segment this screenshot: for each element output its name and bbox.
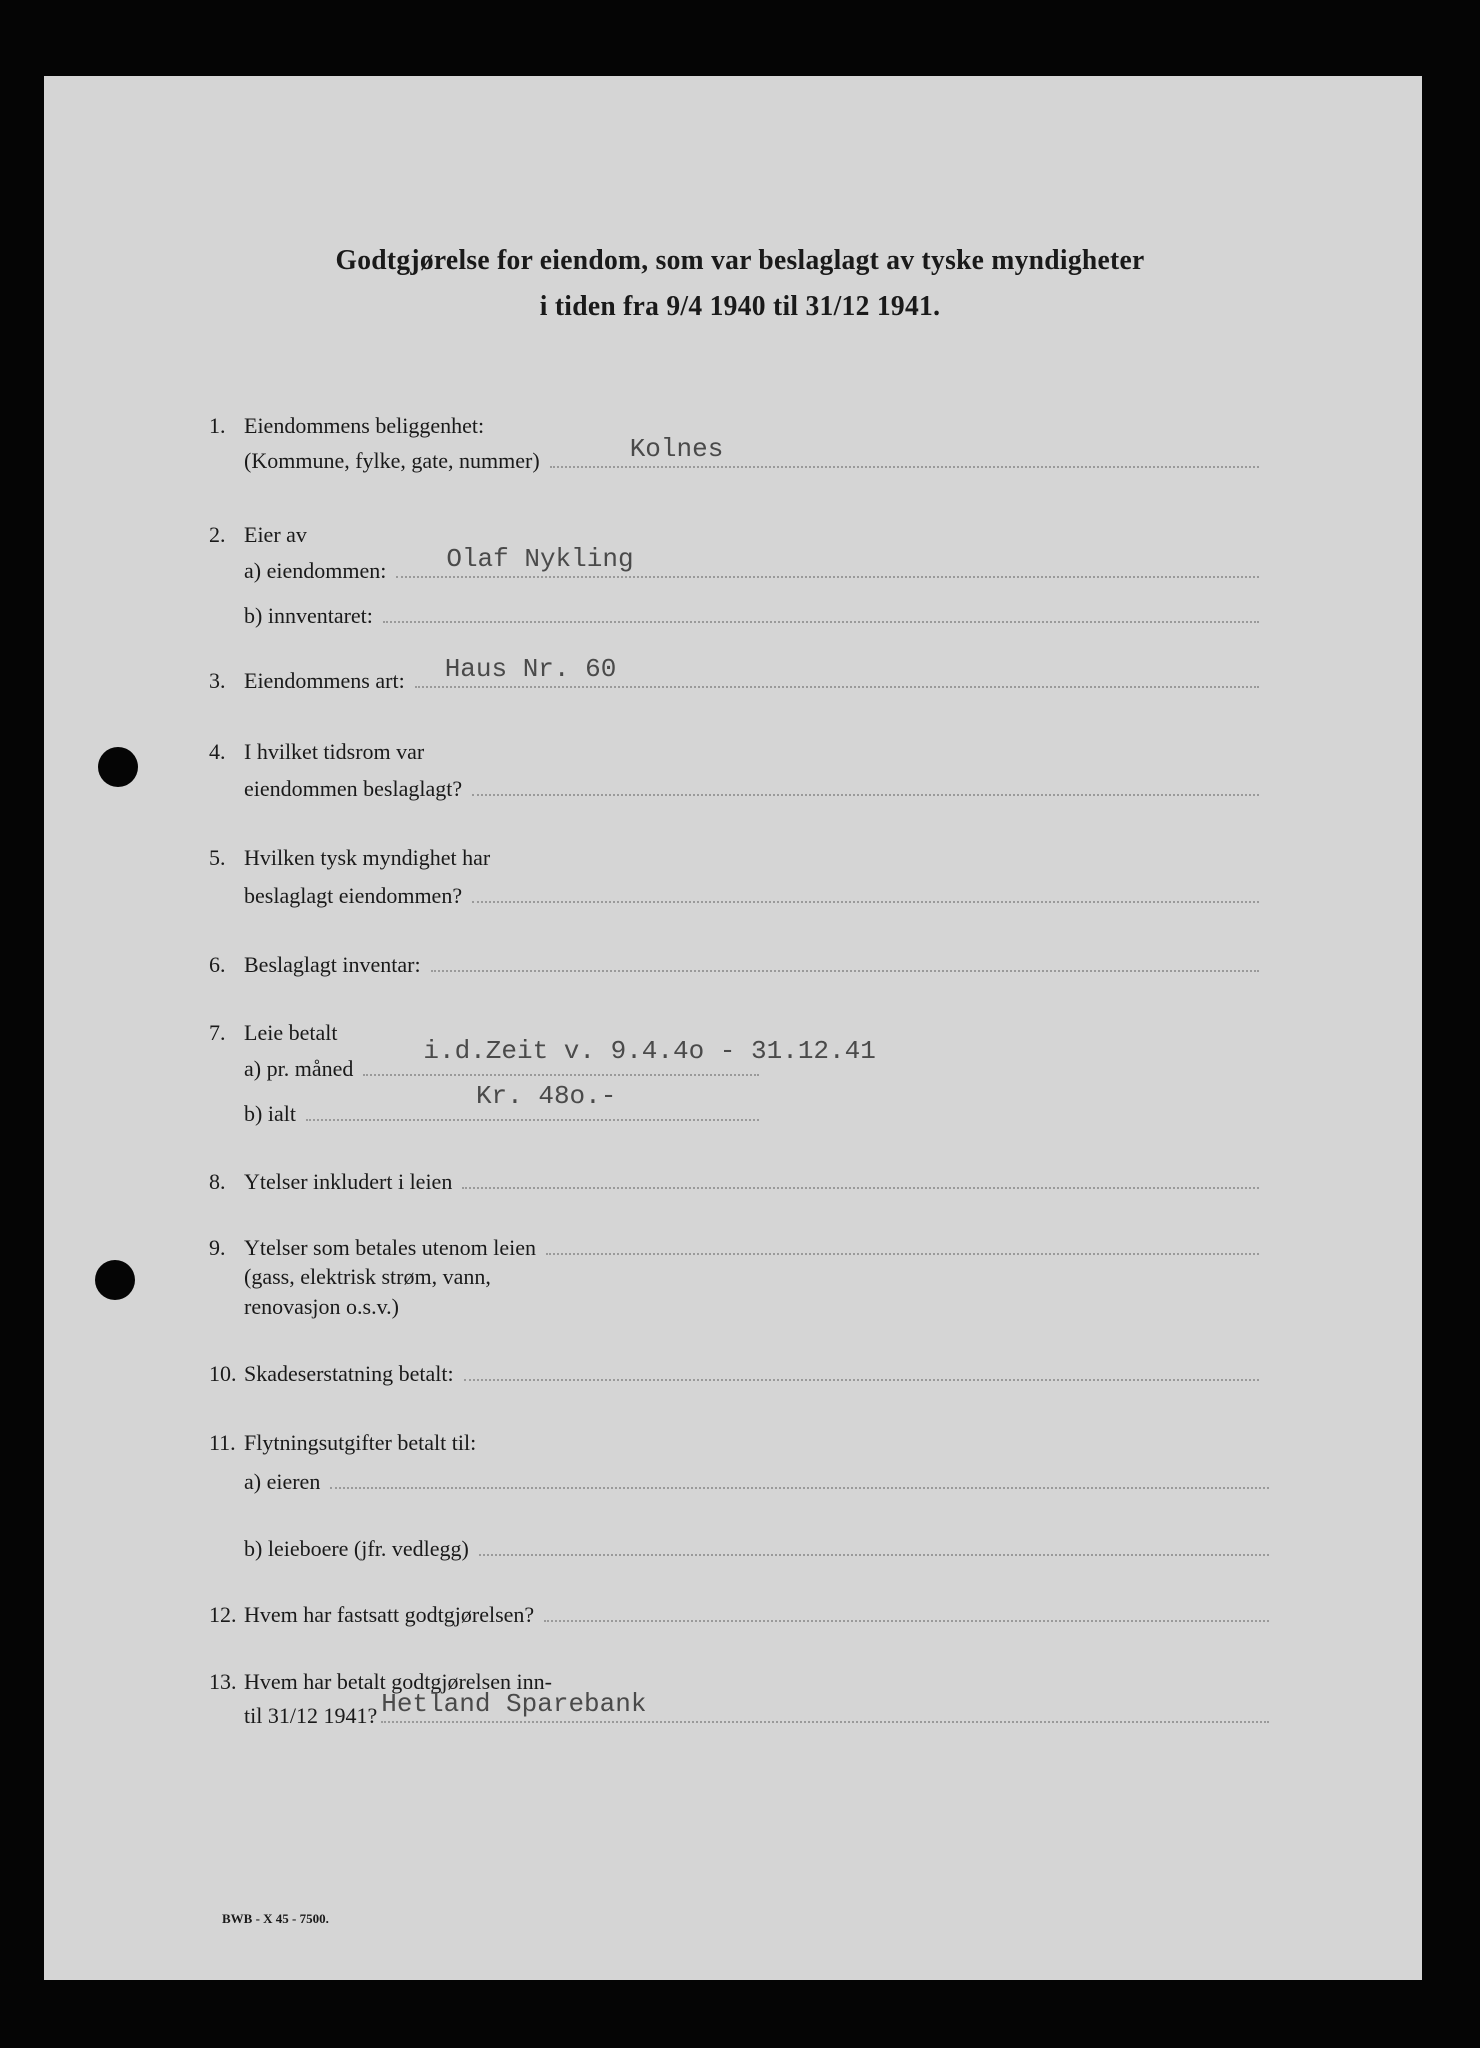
compensation-paid-by-field[interactable] (381, 1689, 1269, 1723)
item-number: 4. (209, 739, 226, 764)
item-10-field (209, 1353, 1259, 1387)
item-11a-field (209, 1461, 1269, 1495)
item-label: Hvem har fastsatt godtgjørelsen? (244, 1602, 535, 1627)
extra-services-field[interactable] (546, 1253, 1259, 1255)
item-label: Ytelser inkludert i leien (244, 1169, 453, 1194)
item-number: 2. (209, 522, 226, 547)
rent-total-field[interactable] (306, 1081, 759, 1121)
rent-per-month-value: i.d.Zeit v. 9.4.4o - 31.12.41 (423, 1036, 876, 1066)
item-2b-field (209, 595, 1259, 629)
property-type-field[interactable] (415, 654, 1259, 688)
item-number: 7. (209, 1020, 226, 1045)
owner-inventory-field[interactable] (383, 621, 1259, 623)
form-code: BWB - X 45 - 7500. (222, 1911, 329, 1926)
item-label: a) pr. måned (244, 1056, 354, 1081)
item-13-field (209, 1689, 1269, 1729)
item-3-field (209, 654, 1259, 694)
owner-property-value: Olaf Nykling (446, 544, 634, 574)
damages-field[interactable] (464, 1379, 1259, 1381)
item-number: 11. (209, 1430, 236, 1455)
item-label: Skadeserstatning betalt: (244, 1361, 454, 1386)
item-number: 3. (209, 668, 226, 693)
item-label: Hvem har betalt godtgjørelsen inn- (244, 1669, 552, 1694)
item-number: 9. (209, 1235, 226, 1260)
item-8-field (209, 1161, 1259, 1195)
item-5-heading (209, 837, 1259, 871)
item-1-heading (209, 405, 1259, 439)
item-1-field (209, 434, 1259, 474)
item-number: 12. (209, 1602, 237, 1627)
item-7a-field (209, 1036, 876, 1082)
item-label: (Kommune, fylke, gate, nummer) (244, 448, 540, 473)
item-label: a) eieren (244, 1469, 321, 1494)
item-label: a) eiendommen: (244, 558, 387, 583)
item-label: Flytningsutgifter betalt til: (244, 1430, 477, 1455)
item-label: b) ialt (244, 1101, 296, 1126)
moving-costs-tenants-field[interactable] (479, 1554, 1269, 1556)
authority-field[interactable] (472, 901, 1259, 903)
item-4-heading (209, 731, 1259, 765)
item-number: 10. (209, 1361, 237, 1386)
item-label: Eiendommens beliggenhet: (244, 413, 485, 438)
item-label: b) leieboere (jfr. vedlegg) (244, 1536, 469, 1561)
item-label: Beslaglagt inventar: (244, 952, 421, 977)
item-11b-field (209, 1528, 1269, 1562)
item-11-heading (209, 1422, 1259, 1456)
included-services-field[interactable] (462, 1187, 1259, 1189)
rent-per-month-field[interactable] (363, 1036, 876, 1076)
compensation-paid-by-value: Hetland Sparebank (381, 1689, 647, 1719)
punch-hole (95, 1260, 135, 1300)
item-label: eiendommen beslaglagt? (244, 776, 463, 801)
form-title-line-2: i tiden fra 9/4 1940 til 31/12 1941. (539, 290, 941, 322)
item-13-heading (209, 1661, 1269, 1695)
item-label: I hvilket tidsrom var (244, 739, 425, 764)
item-12-field (209, 1594, 1269, 1628)
item-7b-field (209, 1081, 759, 1127)
compensation-set-by-field[interactable] (544, 1620, 1269, 1622)
seizure-period-field[interactable] (472, 794, 1259, 796)
item-number: 6. (209, 952, 226, 977)
item-label: til 31/12 1941? (244, 1703, 378, 1728)
item-number: 1. (209, 413, 226, 438)
item-9-note (209, 1256, 1259, 1290)
item-label: renovasjon o.s.v.) (244, 1294, 399, 1319)
item-label: Leie betalt (244, 1020, 338, 1045)
property-type-value: Haus Nr. 60 (444, 654, 617, 684)
rent-total-value: Kr. 48o.- (475, 1081, 617, 1111)
item-label: Hvilken tysk myndighet har (244, 845, 491, 870)
item-number: 5. (209, 845, 226, 870)
item-number: 8. (209, 1169, 226, 1194)
item-6-field (209, 944, 1259, 978)
owner-property-field[interactable] (396, 544, 1259, 578)
location-field[interactable] (550, 434, 1259, 468)
item-label: Eier av (244, 522, 307, 547)
location-value: Kolnes (629, 434, 724, 464)
item-label: Ytelser som betales utenom leien (244, 1235, 537, 1260)
item-label: (gass, elektrisk strøm, vann, (244, 1264, 491, 1289)
item-9-note (209, 1286, 1259, 1320)
seized-inventory-field[interactable] (431, 970, 1259, 972)
punch-hole (98, 747, 138, 787)
item-label: b) innventaret: (244, 603, 373, 628)
item-label: Eiendommens art: (244, 668, 405, 693)
item-number: 13. (209, 1669, 237, 1694)
form-title-line-1: Godtgjørelse for eiendom, som var beslaglagt av tyske myndigheter (335, 244, 1145, 276)
item-2-heading (209, 514, 1259, 548)
moving-costs-owner-field[interactable] (330, 1487, 1269, 1489)
item-4-field (209, 768, 1259, 802)
item-2a-field (209, 544, 1259, 584)
item-label: beslaglagt eiendommen? (244, 883, 463, 908)
item-5-field (209, 875, 1259, 909)
